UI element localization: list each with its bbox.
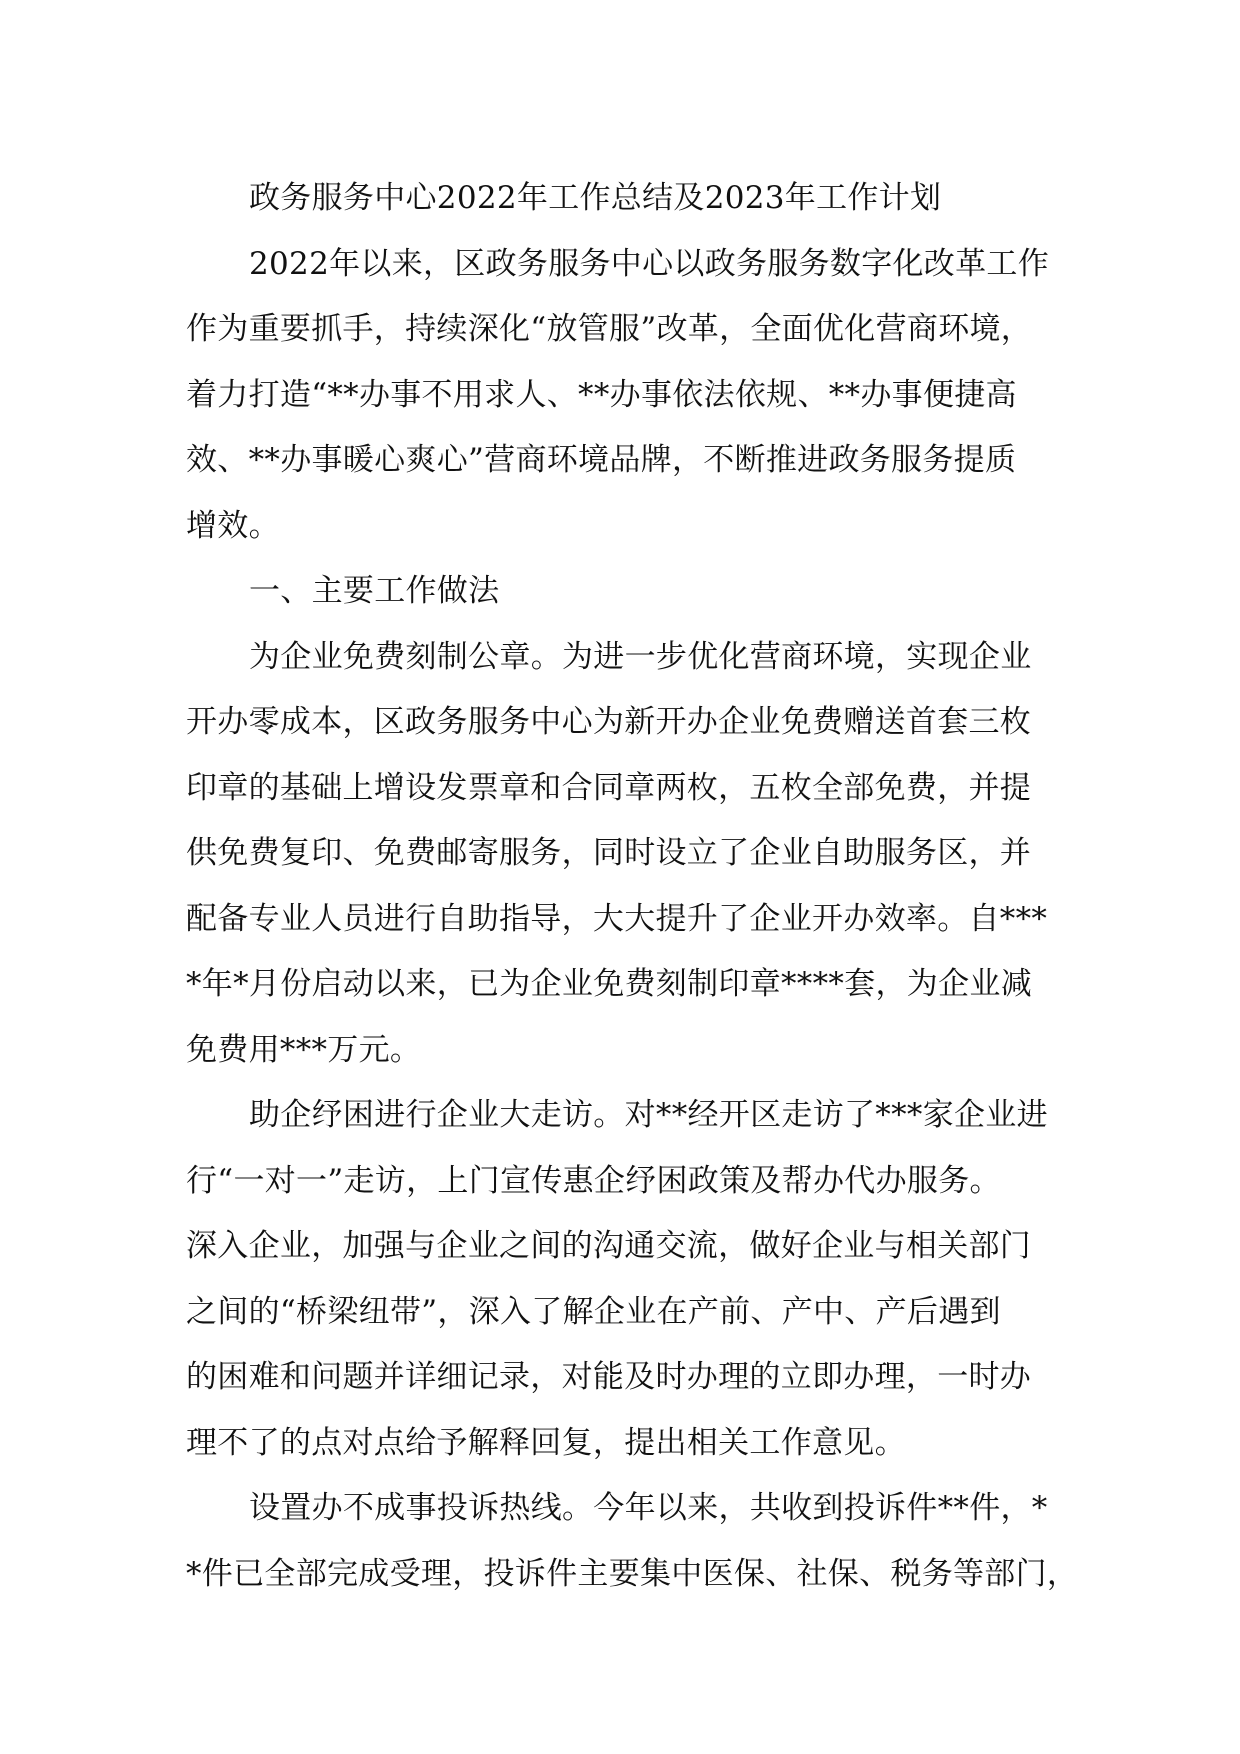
paragraph-line: 行“一对一”走访，上门宣传惠企纾困政策及帮办代办服务。 [186,1162,1001,1199]
paragraph-line: 效、**办事暖心爽心”营商环境品牌，不断推进政务服务提质 [186,442,1017,478]
paragraph-line: 免费用***万元。 [186,1031,422,1068]
paragraph-line: 设置办不成事投诉热线。今年以来，共收到投诉件**件，* [249,1490,1048,1526]
paragraph-seal-engraving [186,625,1054,1084]
paragraph-line: 助企纾困进行企业大走访。对**经开区走访了***家企业进 [249,1097,1048,1133]
paragraph-line: 的困难和问题并详细记录，对能及时办理的立即办理，一时办 [186,1359,1032,1395]
paragraph-line: 印章的基础上增设发票章和合同章两枚，五枚全部免费，并提 [186,769,1032,806]
paragraph-line: 增效。 [186,507,280,544]
section-heading-text: 一、主要工作做法 [249,573,500,609]
paragraph-complaint-hotline [186,1476,1079,1607]
paragraph-intro [186,232,1054,560]
paragraph-line: 着力打造“**办事不用求人、**办事依法依规、**办事便捷高 [186,376,1017,413]
paragraph-line: 之间的“桥梁纽带”，深入了解企业在产前、产中、产后遇到 [186,1293,1001,1330]
paragraph-line: 2022年以来，区政务服务中心以政务服务数字化改革工作 [249,245,1049,282]
document-body [186,166,1079,1607]
paragraph-line: 作为重要抓手，持续深化“放管服”改革，全面优化营商环境， [186,311,1033,347]
paragraph-line: 深入企业，加强与企业之间的沟通交流，做好企业与相关部门 [186,1228,1032,1264]
paragraph-enterprise-visits [186,1083,1054,1476]
paragraph-line: 理不了的点对点给予解释回复，提出相关工作意见。 [186,1424,906,1461]
document-title: 政务服务中心2022年工作总结及2023年工作计划 [249,180,942,216]
paragraph-line: 配备专业人员进行自助指导，大大提升了企业开办效率。自*** [186,900,1048,937]
paragraph-line: 开办零成本，区政务服务中心为新开办企业免费赠送首套三枚 [186,704,1032,740]
section-heading [186,559,1054,625]
paragraph-line: 供免费复印、免费邮寄服务，同时设立了企业自助服务区，并 [186,835,1032,871]
paragraph-line: *年*月份启动以来，已为企业免费刻制印章****套，为企业减 [186,966,1032,1002]
paragraph-line: 为企业免费刻制公章。为进一步优化营商环境，实现企业 [249,638,1032,675]
paragraph-line: *件已全部完成受理，投诉件主要集中医保、社保、税务等部门， [186,1555,1079,1592]
